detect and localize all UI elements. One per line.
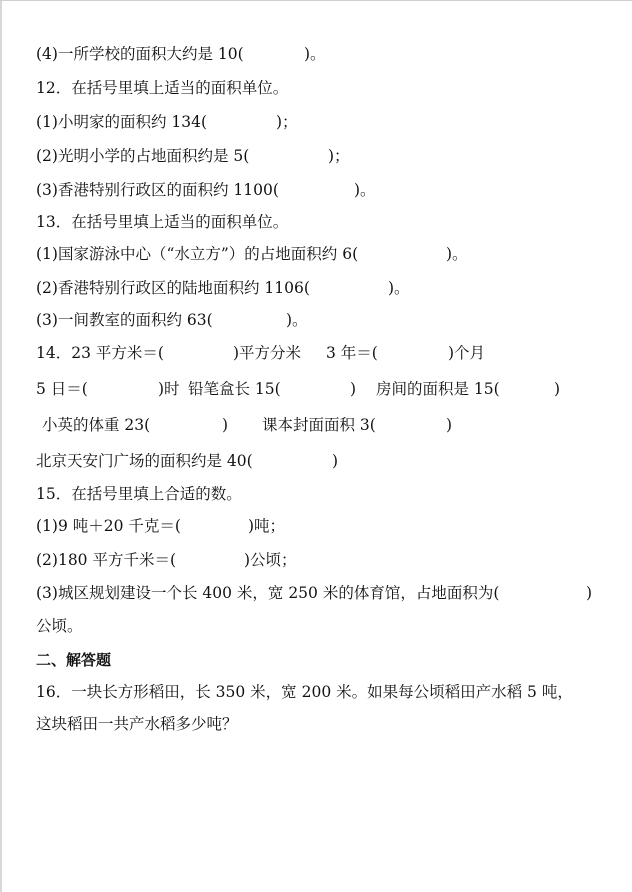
q15-1 — [36, 516, 286, 536]
q11-4-close: )。 — [304, 45, 326, 63]
q14-o: 北京天安门广场的面积约是 40( — [36, 452, 253, 470]
q12-2 — [36, 146, 350, 166]
q15-title: 15．在括号里填上合适的数。 — [36, 485, 242, 503]
q13-3 — [36, 310, 308, 330]
q15-1-close: )吨； — [248, 517, 286, 535]
q13-3-close: )。 — [286, 311, 308, 329]
q14-n: ) — [446, 416, 453, 434]
q11-4 — [36, 44, 326, 64]
q15-2-close: )公顷； — [244, 551, 297, 569]
q14-j: ) — [554, 380, 561, 398]
q11-4-text: (4)一所学校的面积大约是 10( — [36, 45, 244, 63]
q13-1 — [36, 244, 468, 264]
q14-i: 房间的面积是 15( — [376, 380, 500, 398]
q13-2-close: )。 — [388, 279, 410, 297]
q13-2-text: (2)香港特别行政区的陆地面积约 1106( — [36, 279, 310, 297]
q13-3-text: (3)一间教室的面积约 63( — [36, 311, 213, 329]
q14-line4 — [36, 451, 339, 471]
q14-g: 铅笔盒长 15( — [188, 380, 281, 398]
q16-line2: 这块稻田一共产水稻多少吨？ — [36, 715, 238, 733]
q14-c: 3 年＝( — [326, 344, 378, 362]
q14-f: )时 — [158, 380, 180, 398]
q14-d: )个月 — [448, 344, 486, 362]
q15-3-close: ) — [586, 584, 593, 602]
q15-2-text: (2)180 平方千米＝( — [36, 551, 177, 569]
q14-e: 5 日＝( — [36, 380, 88, 398]
q12-3-text: (3)香港特别行政区的面积约 1100( — [36, 181, 279, 199]
q14-m: 课本封面面积 3( — [262, 416, 376, 434]
q12-1-close: )； — [276, 113, 298, 131]
q15-3 — [36, 583, 593, 603]
page-left-edge — [0, 0, 2, 892]
q13-1-text: (1)国家游泳中心（“水立方”）的占地面积约 6( — [36, 245, 359, 263]
q12-2-close: )； — [328, 147, 350, 165]
q14-line2 — [36, 379, 561, 399]
q16-line1: 16．一块长方形稻田，长 350 米，宽 200 米。如果每公顷稻田产水稻 5 吨， — [36, 683, 573, 701]
q14-h: ) — [350, 380, 357, 398]
q12-title: 12．在括号里填上适当的面积单位。 — [36, 79, 289, 97]
q15-3-text: (3)城区规划建设一个长 400 米，宽 250 米的体育馆，占地面积为( — [36, 584, 500, 602]
q14-line3 — [36, 415, 453, 435]
q12-1-text: (1)小明家的面积约 134( — [36, 113, 208, 131]
q13-title: 13．在括号里填上适当的面积单位。 — [36, 213, 289, 231]
q13-1-close: )。 — [446, 245, 468, 263]
q14-line1 — [36, 343, 486, 363]
q12-3 — [36, 180, 376, 200]
q14-k: 小英的体重 23( — [42, 416, 151, 434]
q14-b: )平方分米 — [233, 344, 302, 362]
q14-l: ) — [222, 416, 229, 434]
section-heading: 二、解答题 — [36, 651, 112, 669]
q14-a: 14．23 平方米＝( — [36, 344, 164, 362]
q13-2 — [36, 278, 410, 298]
q15-3-unit: 公顷。 — [36, 617, 83, 635]
q15-2 — [36, 550, 297, 570]
q12-3-close: )。 — [354, 181, 376, 199]
page-top-edge — [0, 0, 632, 1]
q12-2-text: (2)光明小学的占地面积约是 5( — [36, 147, 250, 165]
q12-1 — [36, 112, 298, 132]
q15-1-text: (1)9 吨＋20 千克＝( — [36, 517, 181, 535]
q14-p: ) — [332, 452, 339, 470]
